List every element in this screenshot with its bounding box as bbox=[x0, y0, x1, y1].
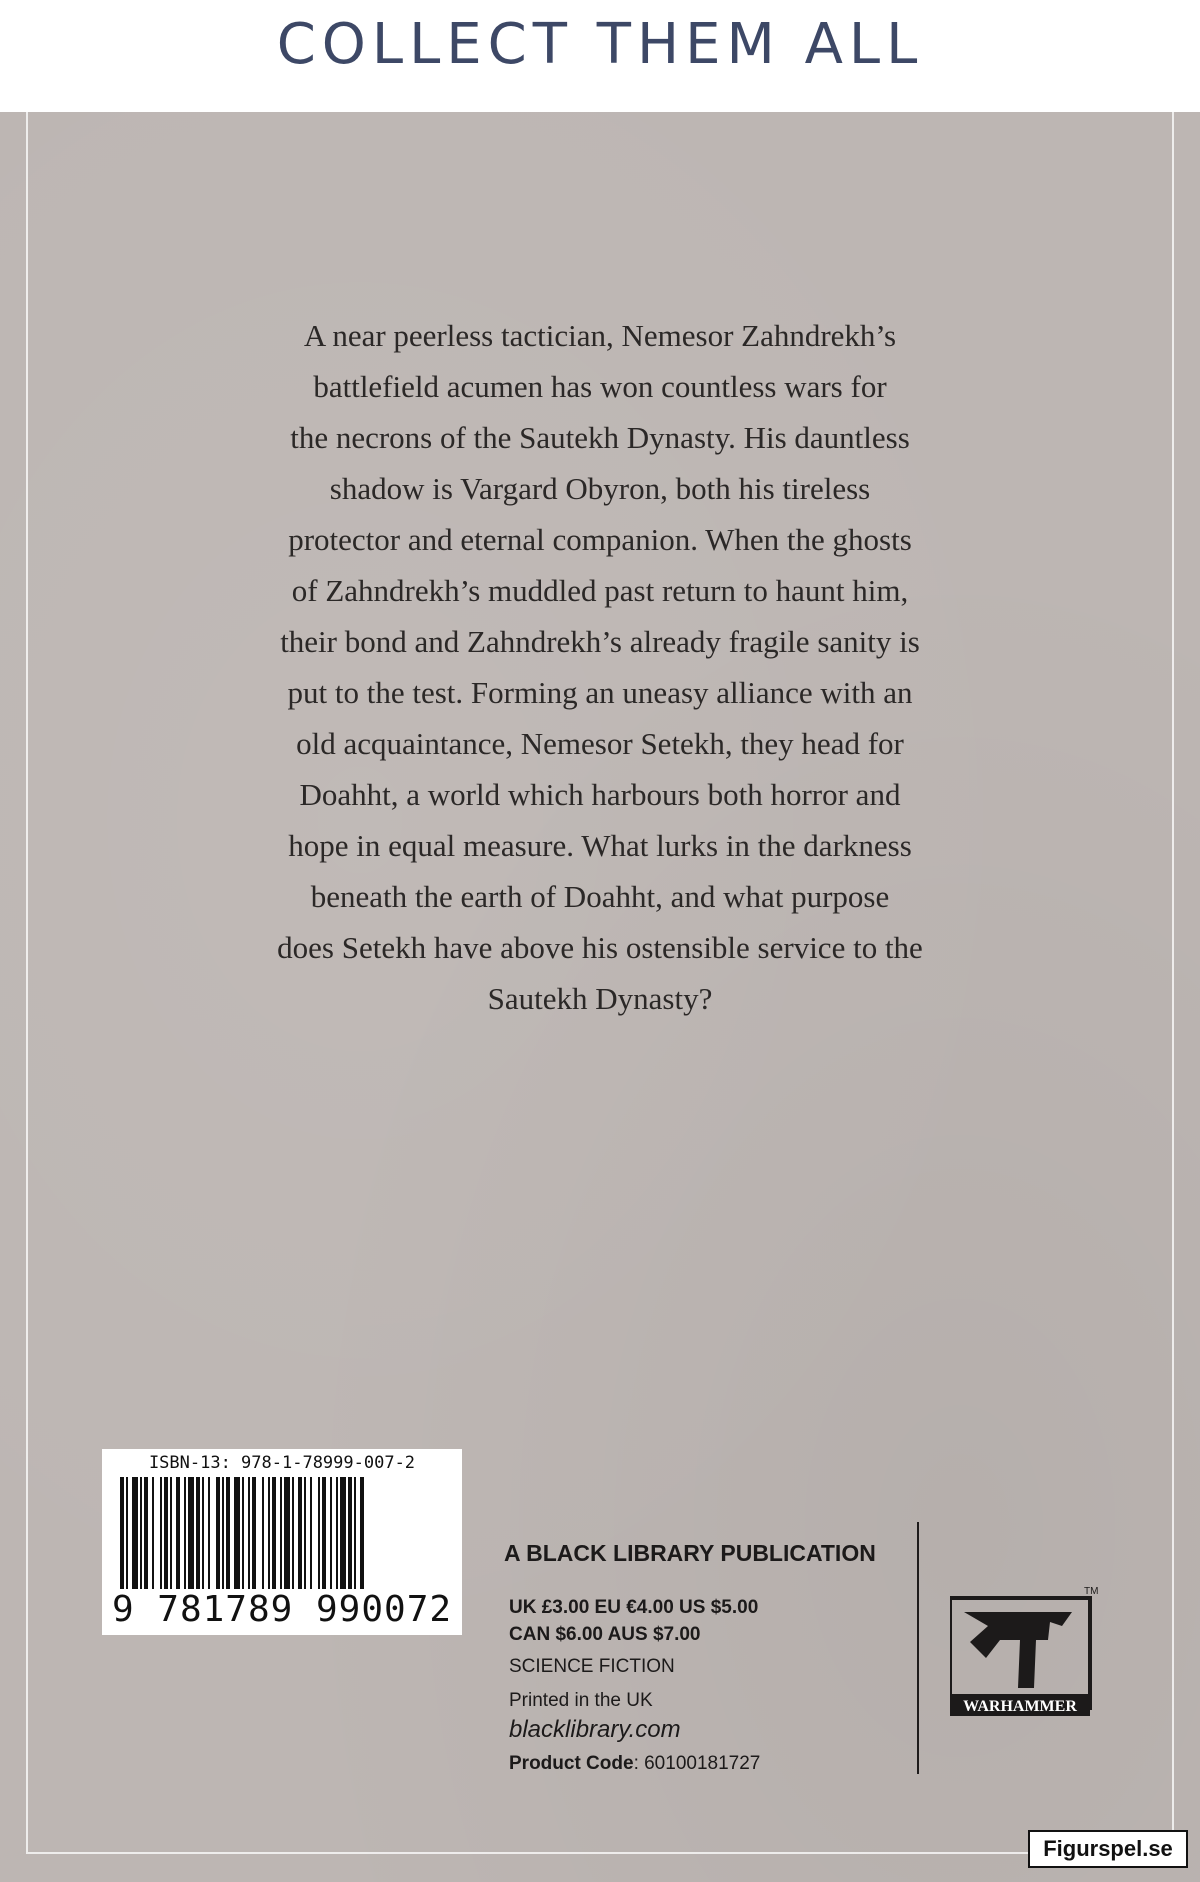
blurb-text bbox=[220, 310, 980, 1024]
barcode-bar bbox=[170, 1477, 172, 1595]
warhammer-logo-icon bbox=[950, 1582, 1100, 1732]
barcode-bar bbox=[144, 1477, 148, 1595]
collect-banner bbox=[0, 0, 1200, 112]
blurb-line: beneath the earth of Doahht, and what purpose bbox=[310, 879, 890, 914]
blurb-line: of Zahndrekh’s muddled past return to haunt him, bbox=[291, 573, 909, 608]
barcode-bar bbox=[184, 1477, 186, 1595]
barcode-bar bbox=[340, 1477, 346, 1595]
barcode-bar bbox=[354, 1477, 356, 1595]
publication-title: A BLACK LIBRARY PUBLICATION bbox=[504, 1540, 876, 1566]
prices-line-2: CAN $6.00 AUS $7.00 bbox=[509, 1624, 701, 1645]
blurb-line: hope in equal measure. What lurks in the darkness bbox=[288, 828, 912, 863]
watermark: Figurspel.se bbox=[1028, 1830, 1188, 1868]
barcode-bar bbox=[268, 1477, 270, 1595]
barcode-bar bbox=[304, 1477, 306, 1595]
barcode-bar bbox=[360, 1477, 364, 1595]
barcode-bar bbox=[176, 1477, 180, 1595]
blurb-line: Sautekh Dynasty? bbox=[487, 981, 713, 1016]
barcode-bar bbox=[348, 1477, 352, 1595]
barcode-bar bbox=[164, 1477, 168, 1595]
blurb-line: does Setekh have above his ostensible service to the bbox=[277, 930, 923, 965]
printed-in: Printed in the UK bbox=[509, 1690, 653, 1711]
product-code-label: Product Code bbox=[509, 1753, 634, 1774]
blurb-line: A near peerless tactician, Nemesor Zahndrekh’s bbox=[303, 318, 897, 353]
barcode-bar bbox=[216, 1477, 220, 1595]
isbn-label: ISBN-13: 978-1-78999-007-2 bbox=[148, 1453, 416, 1473]
barcode-bar bbox=[284, 1477, 290, 1595]
barcode-bar bbox=[152, 1477, 154, 1595]
blurb-line: old acquaintance, Nemesor Setekh, they head for bbox=[296, 726, 904, 761]
barcode-box bbox=[102, 1449, 462, 1635]
barcode-bar bbox=[242, 1477, 244, 1595]
blurb-line: shadow is Vargard Obyron, both his tireless bbox=[329, 471, 871, 506]
website-link[interactable]: blacklibrary.com bbox=[509, 1716, 681, 1743]
barcode-bar bbox=[132, 1477, 138, 1595]
barcode-bar bbox=[222, 1477, 224, 1595]
barcode-bar bbox=[248, 1477, 250, 1595]
blurb-line: their bond and Zahndrekh’s already fragile sanity is bbox=[280, 624, 920, 659]
barcode-bar bbox=[336, 1477, 338, 1595]
barcode-bar bbox=[292, 1477, 294, 1595]
barcode-bar bbox=[160, 1477, 162, 1595]
barcode-bar bbox=[120, 1477, 124, 1595]
barcode-bar bbox=[322, 1477, 326, 1595]
barcode-icon bbox=[112, 1477, 452, 1601]
blurb-line: Doahht, a world which harbours both horror and bbox=[299, 777, 901, 812]
barcode-bar bbox=[188, 1477, 194, 1595]
logo-hammer bbox=[964, 1612, 1072, 1688]
barcode-bar bbox=[208, 1477, 210, 1595]
prices-line-1: UK £3.00 EU €4.00 US $5.00 bbox=[509, 1597, 759, 1618]
blurb-line: put to the test. Forming an uneasy alliance with an bbox=[287, 675, 913, 710]
product-code-value: : 60100181727 bbox=[633, 1753, 761, 1774]
genre: SCIENCE FICTION bbox=[509, 1656, 675, 1677]
barcode-bar bbox=[330, 1477, 332, 1595]
barcode-bar bbox=[226, 1477, 230, 1595]
blurb-line: the necrons of the Sautekh Dynasty. His dauntless bbox=[290, 420, 910, 455]
barcode-digits: 9 781789 990072 bbox=[102, 1589, 462, 1630]
barcode-bar bbox=[318, 1477, 320, 1595]
barcode-bar bbox=[126, 1477, 128, 1595]
logo-tm: TM bbox=[1084, 1586, 1099, 1597]
banner-title: COLLECT THEM ALL bbox=[276, 12, 924, 77]
barcode-bar bbox=[272, 1477, 276, 1595]
barcode-bar bbox=[252, 1477, 256, 1595]
barcode-bar bbox=[234, 1477, 240, 1595]
blurb-line: battlefield acumen has won countless wars for bbox=[313, 369, 887, 404]
barcode-bar bbox=[202, 1477, 204, 1595]
barcode-bar bbox=[140, 1477, 142, 1595]
barcode-bar bbox=[196, 1477, 200, 1595]
product-code bbox=[509, 1753, 760, 1775]
barcode-bar bbox=[280, 1477, 282, 1595]
vertical-divider bbox=[917, 1522, 919, 1774]
blurb-line: protector and eternal companion. When the ghosts bbox=[288, 522, 912, 557]
barcode-bar bbox=[310, 1477, 312, 1595]
barcode-bar bbox=[262, 1477, 264, 1595]
logo-name: WARHAMMER bbox=[963, 1698, 1077, 1715]
barcode-bar bbox=[298, 1477, 302, 1595]
